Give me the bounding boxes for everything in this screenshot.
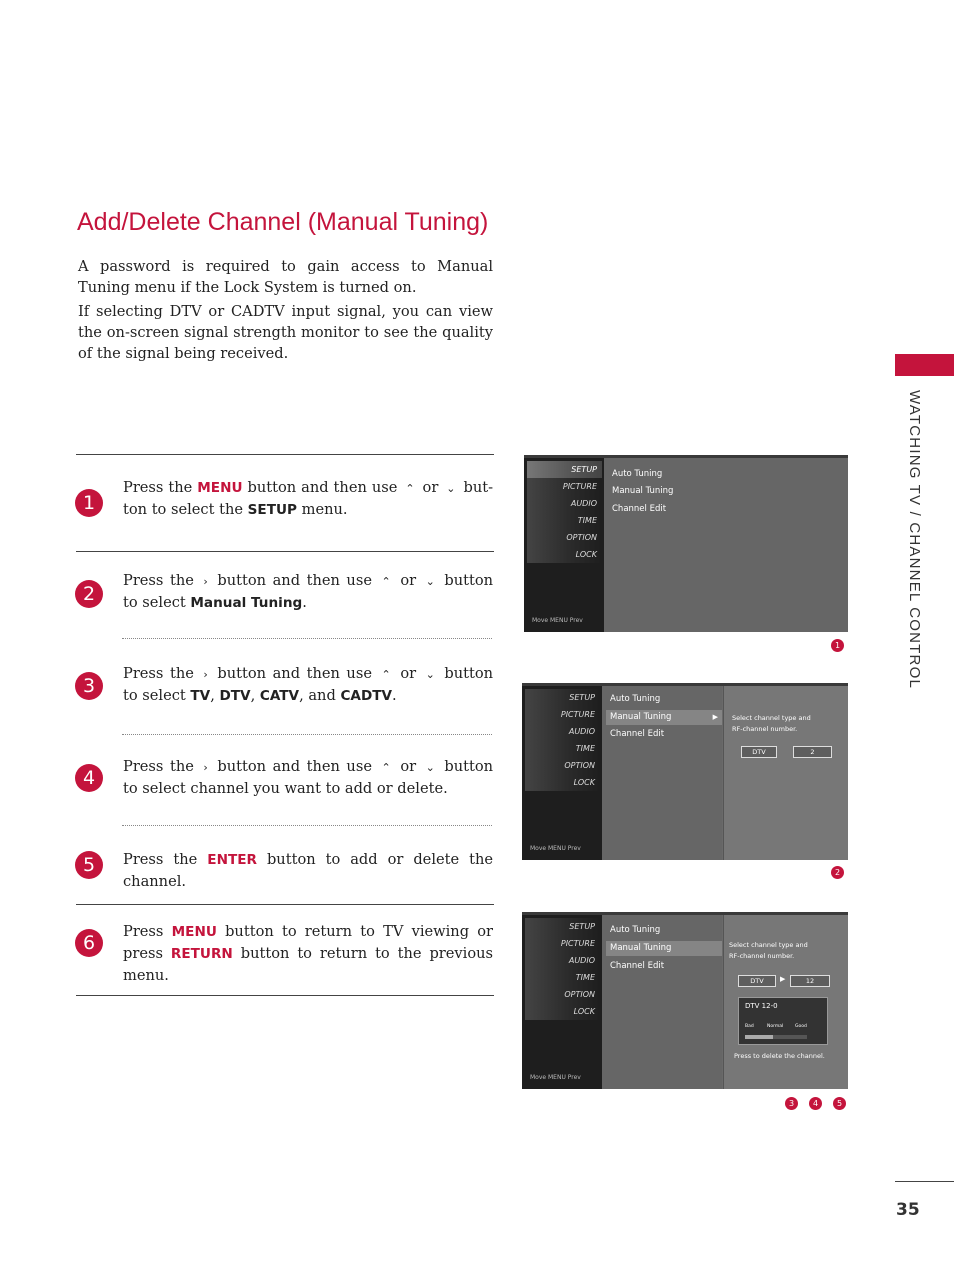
right-arrow-icon: ›: [203, 668, 208, 681]
signal-strength-meter: [738, 997, 828, 1045]
step-number-6: 6: [75, 929, 103, 957]
osd-menu-audio: AUDIO: [525, 723, 600, 740]
delete-hint: Press to delete the channel.: [734, 1052, 825, 1060]
step-4-text: Press the › button and then use ⌃ or ⌄ button to select channel you want to add or delete.: [123, 758, 494, 797]
osd-instruction: Select channel type and RF-channel number.: [729, 941, 808, 960]
signal-label-good: Good: [795, 1024, 807, 1029]
osd-menu-option: OPTION: [525, 986, 600, 1003]
dotted-divider: [122, 734, 492, 735]
channel-type-field: DTV: [741, 746, 777, 758]
step-number-3: 3: [75, 672, 103, 700]
down-arrow-icon: ⌄: [425, 761, 435, 774]
osd-instruction: Select channel type and RF-channel number.: [732, 714, 811, 733]
intro-paragraph-2: If selecting DTV or CADTV input signal, you can view the on-screen signal strength monitor to see the quality of the signal being received.: [78, 303, 493, 362]
osd-menu-lock: LOCK: [527, 546, 602, 563]
osd-item-auto-tuning: Auto Tuning: [612, 469, 663, 479]
down-arrow-icon: ⌄: [425, 575, 435, 588]
up-arrow-icon: ⌃: [405, 482, 415, 495]
section-tab: [895, 354, 954, 376]
down-arrow-icon: ⌄: [425, 668, 435, 681]
osd-item-auto-tuning: Auto Tuning: [610, 694, 661, 704]
up-arrow-icon: ⌃: [381, 761, 391, 774]
osd-item-manual-tuning: Manual Tuning: [606, 941, 722, 956]
up-arrow-icon: ⌃: [381, 575, 391, 588]
osd-menu-option: OPTION: [527, 529, 602, 546]
channel-number-field: 2: [793, 746, 832, 758]
step-number-1: 1: [75, 489, 103, 517]
signal-label-normal: Normal: [767, 1024, 784, 1029]
step-2-text: Press the › button and then use ⌃ or ⌄ button to select Manual Tuning.: [123, 572, 494, 611]
osd-item-channel-edit: Channel Edit: [612, 504, 667, 514]
channel-type-field: DTV: [738, 975, 776, 987]
osd-detail-panel: [723, 915, 848, 1089]
screen-marker-3: 3: [785, 1097, 798, 1110]
channel-number-field: 12: [790, 975, 830, 987]
right-arrow-icon: ›: [203, 575, 208, 588]
intro-text: [78, 256, 493, 367]
page-title: Add/Delete Channel (Manual Tuning): [77, 208, 489, 236]
osd-menu-time: TIME: [525, 969, 600, 986]
dotted-divider: [122, 825, 492, 826]
step-6-text: Press MENU button to return to TV viewing or press RETURN button to return to the previous menu.: [123, 923, 494, 984]
right-arrow-icon: ›: [203, 761, 208, 774]
osd-screen-1: [524, 455, 848, 632]
osd-screen-3: [522, 912, 848, 1089]
signal-scale: [745, 1024, 825, 1029]
osd-sidebar: [524, 458, 604, 632]
signal-bar-track: [745, 1035, 807, 1039]
step-1-text: Press the MENU button and then use ⌃ or ⌄ but- ton to select the SETUP menu.: [123, 479, 494, 518]
step-5-text: Press the ENTER button to add or delete the channel.: [123, 851, 493, 890]
osd-menu-lock: LOCK: [525, 1003, 600, 1020]
osd-menu-audio: AUDIO: [527, 495, 602, 512]
osd-menu-setup: SETUP: [525, 918, 600, 935]
screen-marker-1: 1: [831, 639, 844, 652]
divider: [76, 995, 494, 996]
step-3-text: Press the › button and then use ⌃ or ⌄ button to select TV, DTV, CATV, and CADTV.: [123, 665, 494, 704]
signal-bar-fill: [745, 1035, 773, 1039]
osd-item-manual-tuning: Manual Tuning: [612, 486, 674, 496]
signal-title: DTV 12-0: [745, 1002, 778, 1010]
osd-submenu: [602, 686, 722, 860]
osd-footer: Move MENU Prev: [532, 617, 583, 624]
osd-detail-panel: [723, 686, 848, 860]
section-label: WATCHING TV / CHANNEL CONTROL: [906, 390, 923, 689]
osd-submenu: [604, 458, 848, 632]
osd-menu-picture: PICTURE: [525, 935, 600, 952]
osd-menu-lock: LOCK: [525, 774, 600, 791]
osd-menu-audio: AUDIO: [525, 952, 600, 969]
divider: [76, 904, 494, 905]
intro-paragraph-1: A password is required to gain access to Manual Tuning menu if the Lock System is turned on.: [78, 258, 493, 296]
up-arrow-icon: ⌃: [381, 668, 391, 681]
step-number-4: 4: [75, 764, 103, 792]
osd-item-auto-tuning: Auto Tuning: [610, 925, 661, 935]
screen-marker-2: 2: [831, 866, 844, 879]
osd-footer: Move MENU Prev: [530, 1074, 581, 1081]
osd-menu-setup: SETUP: [525, 689, 600, 706]
step-number-5: 5: [75, 851, 103, 879]
osd-menu-time: TIME: [527, 512, 602, 529]
step-number-2: 2: [75, 580, 103, 608]
osd-item-channel-edit: Channel Edit: [610, 729, 665, 739]
page-number: 35: [896, 1200, 920, 1220]
osd-submenu: [602, 915, 722, 1089]
osd-menu-option: OPTION: [525, 757, 600, 774]
divider: [76, 551, 494, 552]
osd-footer: Move MENU Prev: [530, 845, 581, 852]
screen-marker-4: 4: [809, 1097, 822, 1110]
signal-label-bad: Bad: [745, 1024, 754, 1029]
osd-item-manual-tuning: Manual Tuning ▶: [606, 710, 722, 725]
osd-menu-setup: SETUP: [527, 461, 602, 478]
down-arrow-icon: ⌄: [446, 482, 456, 495]
osd-sidebar: [522, 686, 602, 860]
screen-marker-5: 5: [833, 1097, 846, 1110]
right-triangle-icon: ▶: [712, 713, 718, 721]
osd-menu-time: TIME: [525, 740, 600, 757]
right-triangle-icon: ▶: [780, 975, 786, 983]
osd-item-channel-edit: Channel Edit: [610, 961, 665, 971]
osd-screen-2: [522, 683, 848, 860]
osd-menu-picture: PICTURE: [525, 706, 600, 723]
osd-sidebar: [522, 915, 602, 1089]
dotted-divider: [122, 638, 492, 639]
footer-rule: [895, 1181, 954, 1182]
divider: [76, 454, 494, 455]
osd-menu-picture: PICTURE: [527, 478, 602, 495]
